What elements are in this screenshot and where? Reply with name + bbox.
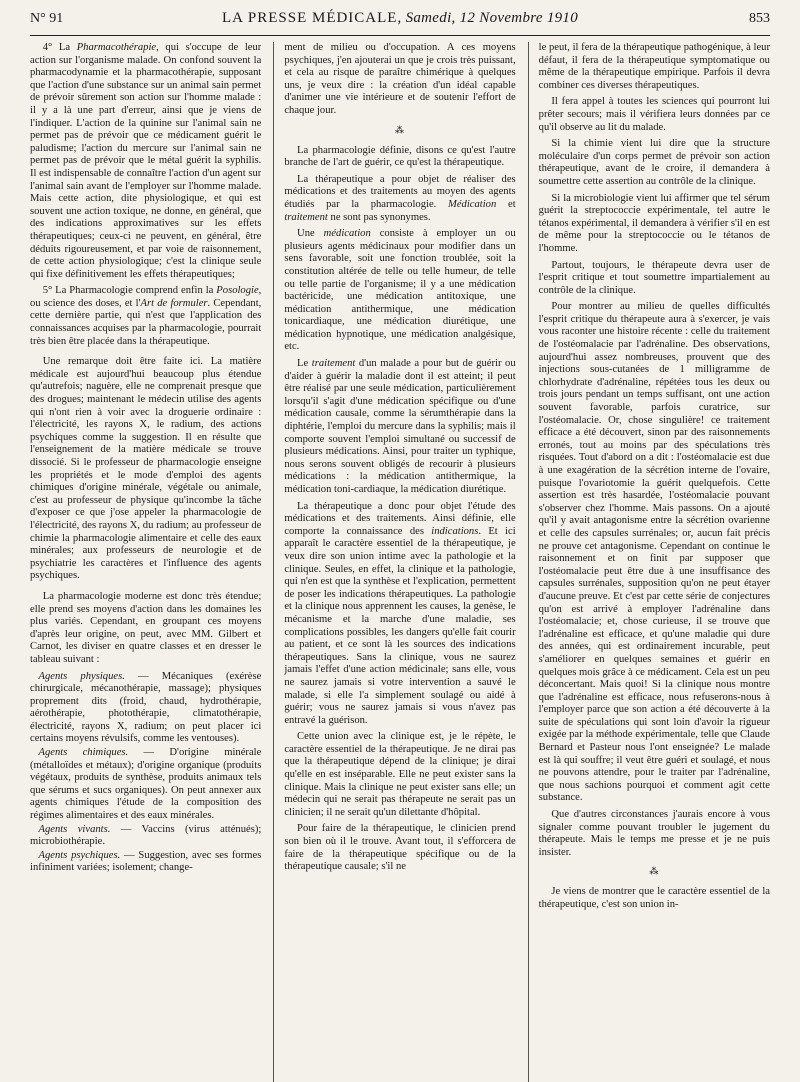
paragraph: Si la microbiologie vient lui affirmer que tel sérum guérit la streptococcie expérimentale, tel autre le tétanos expérimental, il demandera à vérifier s'il en est de même pour la streptococcie ou le tétanos de l'homme.	[538, 192, 770, 254]
agent-class-item: Agents physiques. — Mécaniques (exérèse chirurgicale, mécanothérapie, massage); physiques proprement dits (froid, chaud, hydrothérapie, aérothérapie, photothérapie, climatothérapie, électricité, rayons X, radium; on peut placer ici certains moyens révulsifs, comme les ventouses).	[30, 670, 262, 745]
paragraph: Je viens de montrer que le caractère essentiel de la thérapeutique, c'est son union in-	[538, 886, 770, 910]
paragraph: Il fera appel à toutes les sciences qui pourront lui prêter secours; mais il vérifiera leurs données par ce qu'il observe au lit du malade.	[538, 96, 770, 133]
paragraph: Le traitement d'un malade a pour but de guérir ou d'aider à guérir la maladie dont il est atteint; il peut être réalisé par une seule médication, particulièrement lorsqu'il s'agit d'une médication spécifique ou d'une médication causale, comme la sérumthérapie dans la diphtérie, l'emploi du mercure dans la syphilis; mais il comporte souvent l'emploi simultané ou successif de plusieurs médications. Ainsi, pour traiter un typhique, nous serons souvent obligés de recourir à plusieurs médications : la médication antithermique, la médication toni-cardiaque, la médication diurétique.	[284, 358, 516, 495]
paragraph: Pour faire de la thérapeutique, le clinicien prend son bien où il le trouve. Avant tout, il s'efforcera de faire de la thérapeutique spécifique ou de la thérapeutique causale; s'il ne	[284, 823, 516, 873]
page-number: 853	[748, 11, 770, 26]
section-separator: ⁂	[394, 124, 405, 135]
agent-class-item: Agents chimiques. — D'origine minérale (métalloïdes et métaux); d'origine organique (produits végétaux, produits de synthèse, produits animaux tels que sérums et sucs organiques). On peut annexer aux agents chimiques l'étude de la composition des régimes alimentaires et des eaux minérales.	[30, 747, 262, 822]
paragraph: 5° La Pharmacologie comprend enfin la Posologie, ou science des doses, et l'Art de formuler. Cependant, cette dernière partie, qui n'est que l'application des connaissances acquises par la pharmacologie, pourrait très bien être placée dans la thérapeutique.	[30, 285, 262, 347]
paragraph: Pour montrer au milieu de quelles difficultés l'esprit critique du thérapeute aura à s'exercer, je vais vous raconter une histoire récente : celle du traitement de l'ostéomalacie par l'adrénaline. Des observations, aujourd'hui assez nombreuses, prouvent que des injections sous-cutanées de 1 milligramme de chlorhydrate d'adrénaline, répétées tous les deux ou trois jours pendant un temps suffisant, ont une action souvent favorable, parfois curatrice, sur l'ostéomalacie. Or, chose singulière! ce traitement efficace a été découvert, sinon par des raisonnements erronés, tout au moins par des spéculations très risquées. Tout d'abord on a dit : l'ostéomalacie est due à une exagération de la sécrétion interne de l'ovaire, puisque l'ovariotomie la guérit quelquefois. Cette assertion est très hasardée, l'ostéomalacie pouvant s'observer chez l'homme. Mais passons. On a ajouté qu'il y avait antagonisme entre la sécrétion ovarienne et celle des capsules surrénales; or, aucun fait précis ne prouve cet antagonisme. Cependant on continue le raisonnement et on finit par supposer que l'ostéomalacie peut être due à une insuffisance des capsules surrénales, supposition qu'on ne peut étayer d'aucune preuve. Et c'est par cette série de conjectures qu'on est arrivé à employer l'adrénaline dans l'ostéomalacie; et, chose curieuse, il se trouve que l'adrénaline est efficace, et qu'une maladie qui dure des années, qui est ordinairement incurable, peut s'améliorer en quelques semaines et guérir en quelques mois grâce à ce médicament. Cela est un peu déconcertant. Mais quoi! Si la clinique nous montre que l'adrénaline est efficace, nous refuserons-nous à l'employer parce que son action a été découverte à la suite de spéculations qui sont loin d'avoir la rigueur exigée par la méthode expérimentale, telle que Claude Bernard et Pasteur nous l'ont enseignée? Le malade est là qui souffre; il veut être guéri et soulagé, et nous ne pouvons attendre, pour le traiter par l'adrénaline, que nous sachions pourquoi et comment agit cette substance.	[538, 301, 770, 804]
text-columns	[30, 42, 770, 1082]
publication-name: LA PRESSE MÉDICALE	[221, 10, 398, 26]
paragraph: La pharmacologie moderne est donc très étendue; elle prend ses moyens d'action dans les domaines les plus variés. Cependant, en groupant ces moyens d'après leur origine, on peut, avec MM. Gilbert et Carnot, les diviser en quatre classes et en dresser le tableau suivant :	[30, 590, 262, 665]
paragraph: le peut, il fera de la thérapeutique pathogénique, à leur défaut, il fera de la thérapeutique symptomatique ou même de la thérapeutique empirique. Parfois il devra combiner ces diverses thérapeutiques.	[538, 42, 770, 91]
agent-class-item: Agents vivants. — Vaccins (virus atténués); microbiothérapie.	[30, 823, 262, 848]
issue-date: Samedi, 12 Novembre 1910	[405, 10, 579, 26]
paragraph: ment de milieu ou d'occupation. A ces moyens psychiques, j'en ajouterai un que je crois très puissant, et cela au risque de paraître chimérique à quelques uns, je veux dire : la création d'un idéal capable d'animer une vie intérieure et de soutenir l'effort de chaque jour.	[284, 42, 516, 116]
running-title: LA PRESSE MÉDICALE, Samedi, 12 Novembre 1910	[221, 10, 579, 26]
paragraph: Une médication consiste à employer un ou plusieurs agents médicinaux pour modifier dans un sens favorable, soit une fonction troublée, soit la constitution altérée de telle ou telle humeur, de telle ou telle partie de l'organisme; il y a une médication bactéricide, une médication antitoxique, une médication antithermique, une médication tonicardiaque, une médication diurétique, une médication hypnotique, une médication analgésique, etc.	[284, 228, 516, 353]
paragraph: La pharmacologie définie, disons ce qu'est l'autre branche de l'art de guérir, ce qu'est la thérapeutique.	[284, 144, 516, 169]
agent-class-item: Agents psychiques. — Suggestion, avec ses formes infiniment variées; isolement; change-	[30, 849, 262, 874]
issue-number: N° 91	[30, 11, 64, 26]
paragraph: Une remarque doit être faite ici. La matière médicale est aujourd'hui beaucoup plus étendue qu'autrefois; naguère, elle ne comprenait presque que des drogues; maintenant le médecin utilise des agents qui n'ont rien à voir avec la droguerie ordinaire : l'électricité, les rayons X, le radium, des actions psychiques comme la suggestion. Il en résulte que l'enseignement de la matière médicale se trouve dissocié. Si le professeur de pharmacologie enseigne les propriétés et le mode d'emploi des agents chimiques d'origine minérale, végétale ou animale, c'est au professeur de physique qu'incombe la tâche d'exposer ce que j'ose appeler la pharmacologie de l'électricité, des rayons X, du radium; au professeur de chimie la pharmacologie alimentaire et celle des eaux minérales; aux professeurs de neurologie et de psychiatrie les caractères et l'influence des agents psychiques.	[30, 356, 262, 582]
page-header	[30, 10, 770, 36]
paragraph: Si la chimie vient lui dire que la structure moléculaire d'un corps permet de prévoir son action thérapeutique, avant de le croire, il demandera à soumettre cette assertion au contrôle de la clinique.	[538, 138, 770, 187]
paragraph: Partout, toujours, le thérapeute devra user de l'esprit critique et tout soumettre impartialement au contrôle de la clinique.	[538, 259, 770, 296]
column-middle	[273, 42, 515, 1082]
paragraph: 4° La Pharmacothérapie, qui s'occupe de leur action sur l'organisme malade. On confond souvent la pharmacodynamie et la pharmacothérapie, supposant que l'action d'une substance sur un animal sain permet de prévoir sûrement son action sur l'homme malade : il y a là une part d'erreur, ainsi que je viens de l'indiquer. L'action de la quinine sur l'animal sain ne permet pas de prévoir que ce médicament guérit le paludisme; l'action du mercure sur l'animal sain ne permet pas de prévoir que le métal guérit la syphilis. Il est indispensable de connaître l'action d'un agent sur l'animal sain avant de l'employer sur l'homme malade. Mais cette action, dite physiologique, et qui est souvent une action toxique, ne donne, en général, que des indications approximatives sur les effets thérapeutiques; ceux-ci ne peuvent, en général, être déduits rigoureusement, et par voie de raisonnement, de cette action physiologique; c'est la clinique seule qui fixe définitivement les effets thérapeutiques;	[30, 42, 262, 280]
column-left	[30, 42, 261, 1082]
paragraph: Cette union avec la clinique est, je le répète, le caractère essentiel de la thérapeutique. Je ne dirai pas que la thérapeutique dépend de la clinique; je dirai qu'elle en est inséparable. Elle ne peut exister sans la clinique. Mais la clinique ne peut exister sans elle; un médecin qui ne serait pas thérapeute ne serait pas un clinicien; il ne serait qu'un dilettante d'hôpital.	[284, 731, 516, 818]
paragraph: La thérapeutique a pour objet de réaliser des médications et des traitements au moyen des agents étudiés par la pharmacologie. Médication et traitement ne sont pas synonymes.	[284, 173, 516, 223]
column-right	[528, 42, 770, 1082]
section-separator: ⁂	[649, 866, 660, 877]
paragraph: La thérapeutique a donc pour objet l'étude des médications et des traitements. Ainsi définie, elle comporte la connaissance des indications. Et ici apparaît le caractère essentiel de la thérapeutique, je veux dire son union intime avec la pathologie et la clinique. Seules, en effet, la clinique et la pathologie, qui n'en est que la synthèse et l'explication, permettent de poser les indications thérapeutiques. La pathologie et la clinique nous apprennent les causes, la genèse, le mécanisme et la marche d'une maladie, ses complications possibles, les dangers qu'elle fait courir au patient, et ce sont là les sources des indications thérapeutiques. Sans la clinique, vous ne saurez jamais l'effet d'une action médicinale; sans elle, vous ne saurez jamais si votre intervention a sauvé le malade, si elle l'a simplement soulagé ou aidé à guérir; vous ne saurez jamais si vous n'avez pas entravé la guérison.	[284, 500, 516, 726]
paragraph: Que d'autres circonstances j'aurais encore à vous signaler comme pouvant troubler le jugement du thérapeute. Mais le temps me presse et je ne puis insister.	[538, 809, 770, 858]
